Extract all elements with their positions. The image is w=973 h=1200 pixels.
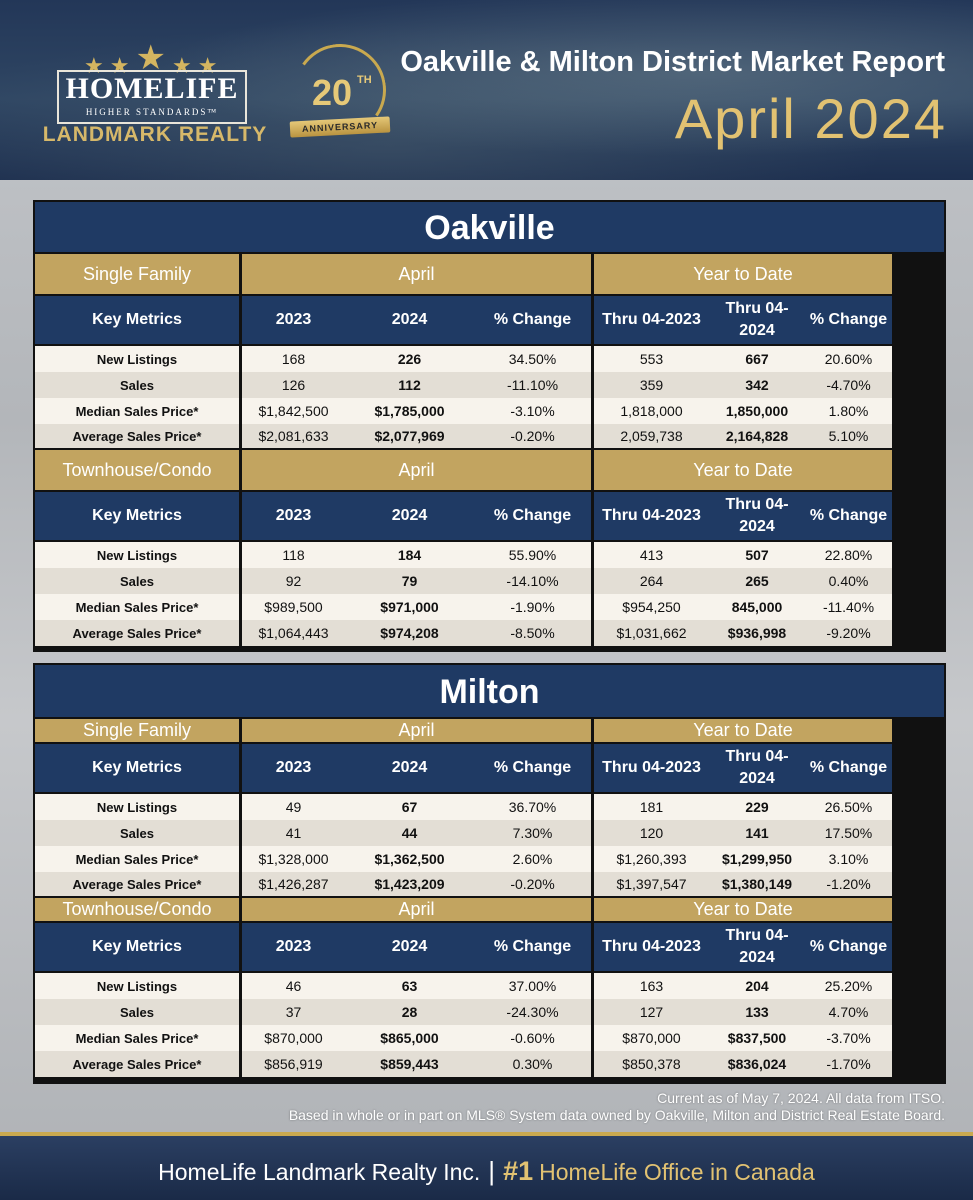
value-ytd-2023: 264 xyxy=(594,568,709,594)
footer-company: HomeLife Landmark Realty Inc. xyxy=(158,1159,481,1185)
anniversary-badge xyxy=(288,44,392,148)
metric-label: Average Sales Price* xyxy=(35,1051,242,1077)
value-pct-change: -14.10% xyxy=(474,568,594,594)
value-ytd-pct-change: -9.20% xyxy=(805,620,892,646)
value-2023: 118 xyxy=(242,542,345,568)
period-ytd: Year to Date xyxy=(594,898,892,923)
header-ytd-pct-change: % Change xyxy=(805,744,892,794)
value-ytd-pct-change: -11.40% xyxy=(805,594,892,620)
value-2023: $870,000 xyxy=(242,1025,345,1051)
logo-wordmark: HOMELIFE xyxy=(65,72,239,105)
value-ytd-pct-change: 17.50% xyxy=(805,820,892,846)
metric-label: New Listings xyxy=(35,346,242,372)
value-ytd-2023: 127 xyxy=(594,999,709,1025)
value-pct-change: -3.10% xyxy=(474,398,594,424)
value-ytd-2024: 342 xyxy=(709,372,805,398)
header-pct-change: % Change xyxy=(474,296,594,346)
header-pct-change: % Change xyxy=(474,923,594,973)
value-2024: $1,423,209 xyxy=(345,872,474,898)
value-ytd-2023: $1,031,662 xyxy=(594,620,709,646)
value-pct-change: -8.50% xyxy=(474,620,594,646)
value-2023: 49 xyxy=(242,794,345,820)
value-ytd-2024: $837,500 xyxy=(709,1025,805,1051)
value-pct-change: 37.00% xyxy=(474,973,594,999)
value-pct-change: -1.90% xyxy=(474,594,594,620)
value-ytd-2024: 2,164,828 xyxy=(709,424,805,450)
star-icon: ★ xyxy=(171,54,198,79)
footer-separator: | xyxy=(488,1156,496,1186)
header-ytd-pct-change: % Change xyxy=(805,296,892,346)
value-2024: 79 xyxy=(345,568,474,594)
logo-subtitle: LANDMARK REALTY xyxy=(42,123,268,146)
value-ytd-2024: $936,998 xyxy=(709,620,805,646)
value-ytd-pct-change: -4.70% xyxy=(805,372,892,398)
value-ytd-2023: $1,397,547 xyxy=(594,872,709,898)
period-ytd: Year to Date xyxy=(594,450,892,492)
value-ytd-pct-change: 1.80% xyxy=(805,398,892,424)
value-pct-change: -0.20% xyxy=(474,424,594,450)
header-pct-change: % Change xyxy=(474,492,594,542)
value-2024: $974,208 xyxy=(345,620,474,646)
value-ytd-2023: 181 xyxy=(594,794,709,820)
header-thru-2024: Thru 04-2024 xyxy=(709,296,805,346)
metric-label: Sales xyxy=(35,820,242,846)
value-pct-change: -11.10% xyxy=(474,372,594,398)
value-ytd-pct-change: 25.20% xyxy=(805,973,892,999)
value-2023: $1,064,443 xyxy=(242,620,345,646)
value-ytd-2024: 1,850,000 xyxy=(709,398,805,424)
header-thru-2024: Thru 04-2024 xyxy=(709,744,805,794)
metric-label: Sales xyxy=(35,372,242,398)
value-2023: 126 xyxy=(242,372,345,398)
period-ytd: Year to Date xyxy=(594,719,892,744)
value-ytd-2023: $850,378 xyxy=(594,1051,709,1077)
value-2024: $1,362,500 xyxy=(345,846,474,872)
metric-label: Sales xyxy=(35,999,242,1025)
value-2024: $971,000 xyxy=(345,594,474,620)
header-2024: 2024 xyxy=(345,923,474,973)
header-2024: 2024 xyxy=(345,296,474,346)
value-pct-change: -0.60% xyxy=(474,1025,594,1051)
value-pct-change: 55.90% xyxy=(474,542,594,568)
value-2023: $2,081,633 xyxy=(242,424,345,450)
header-ytd-pct-change: % Change xyxy=(805,923,892,973)
value-ytd-2024: 133 xyxy=(709,999,805,1025)
period-ytd: Year to Date xyxy=(594,254,892,296)
value-ytd-2023: 1,818,000 xyxy=(594,398,709,424)
value-ytd-pct-change: -1.20% xyxy=(805,872,892,898)
anniversary-number: 20 xyxy=(312,72,353,113)
header-key-metrics: Key Metrics xyxy=(35,744,242,794)
category-label: Single Family xyxy=(35,719,242,744)
value-ytd-2023: 359 xyxy=(594,372,709,398)
note-line-2: Based in whole or in part on MLS® System data owned by Oakville, Milton and District Real Estate Board. xyxy=(288,1107,945,1123)
value-2023: 37 xyxy=(242,999,345,1025)
value-2024: 112 xyxy=(345,372,474,398)
value-pct-change: 34.50% xyxy=(474,346,594,372)
value-ytd-2024: $1,380,149 xyxy=(709,872,805,898)
value-2023: $1,426,287 xyxy=(242,872,345,898)
value-ytd-2023: $954,250 xyxy=(594,594,709,620)
value-ytd-2023: $870,000 xyxy=(594,1025,709,1051)
value-ytd-2024: 204 xyxy=(709,973,805,999)
value-ytd-pct-change: 22.80% xyxy=(805,542,892,568)
value-2023: 41 xyxy=(242,820,345,846)
header-thru-2024: Thru 04-2024 xyxy=(709,923,805,973)
header-key-metrics: Key Metrics xyxy=(35,492,242,542)
value-2023: $989,500 xyxy=(242,594,345,620)
value-2024: 226 xyxy=(345,346,474,372)
value-ytd-2024: 507 xyxy=(709,542,805,568)
metric-label: New Listings xyxy=(35,794,242,820)
value-ytd-pct-change: 20.60% xyxy=(805,346,892,372)
period-april: April xyxy=(242,450,594,492)
value-ytd-2023: 120 xyxy=(594,820,709,846)
star-icon: ★ xyxy=(197,54,224,79)
footer-slogan: HomeLife Office in Canada xyxy=(539,1159,815,1185)
section-title: Oakville xyxy=(35,202,944,254)
value-ytd-2023: $1,260,393 xyxy=(594,846,709,872)
period-april: April xyxy=(242,898,594,923)
value-2024: 67 xyxy=(345,794,474,820)
value-pct-change: 0.30% xyxy=(474,1051,594,1077)
value-ytd-pct-change: 0.40% xyxy=(805,568,892,594)
note-line-1: Current as of May 7, 2024. All data from ITSO. xyxy=(657,1090,945,1106)
category-label: Townhouse/Condo xyxy=(35,450,242,492)
value-2023: $1,842,500 xyxy=(242,398,345,424)
oakville-section xyxy=(33,200,946,652)
data-source-note xyxy=(289,1090,945,1124)
metric-label: Sales xyxy=(35,568,242,594)
header-key-metrics: Key Metrics xyxy=(35,923,242,973)
value-2024: 44 xyxy=(345,820,474,846)
value-ytd-2024: 667 xyxy=(709,346,805,372)
milton-single-family-table xyxy=(35,719,944,1077)
header-thru-2023: Thru 04-2023 xyxy=(594,492,709,542)
value-2024: 63 xyxy=(345,973,474,999)
oakville-single-family-table xyxy=(35,254,944,646)
header-2024: 2024 xyxy=(345,744,474,794)
header-thru-2023: Thru 04-2023 xyxy=(594,923,709,973)
metric-label: Median Sales Price* xyxy=(35,594,242,620)
report-header xyxy=(0,0,973,180)
header-2024: 2024 xyxy=(345,492,474,542)
value-ytd-2024: 141 xyxy=(709,820,805,846)
header-2023: 2023 xyxy=(242,744,345,794)
category-label: Townhouse/Condo xyxy=(35,898,242,923)
value-ytd-pct-change: 26.50% xyxy=(805,794,892,820)
header-pct-change: % Change xyxy=(474,744,594,794)
value-ytd-2024: 229 xyxy=(709,794,805,820)
value-2023: $856,919 xyxy=(242,1051,345,1077)
value-ytd-pct-change: -1.70% xyxy=(805,1051,892,1077)
header-key-metrics: Key Metrics xyxy=(35,296,242,346)
value-ytd-2024: 265 xyxy=(709,568,805,594)
footer-rank: #1 xyxy=(503,1156,534,1186)
period-april: April xyxy=(242,254,594,296)
value-2024: $865,000 xyxy=(345,1025,474,1051)
value-2024: $2,077,969 xyxy=(345,424,474,450)
footer-banner xyxy=(0,1132,973,1200)
value-2023: $1,328,000 xyxy=(242,846,345,872)
value-ytd-2024: $836,024 xyxy=(709,1051,805,1077)
value-2024: $1,785,000 xyxy=(345,398,474,424)
value-ytd-2023: 163 xyxy=(594,973,709,999)
metric-label: Median Sales Price* xyxy=(35,846,242,872)
metric-label: Average Sales Price* xyxy=(35,424,242,450)
category-label: Single Family xyxy=(35,254,242,296)
header-thru-2023: Thru 04-2023 xyxy=(594,744,709,794)
value-ytd-pct-change: -3.70% xyxy=(805,1025,892,1051)
metric-label: Average Sales Price* xyxy=(35,620,242,646)
milton-section xyxy=(33,663,946,1084)
header-ytd-pct-change: % Change xyxy=(805,492,892,542)
header-2023: 2023 xyxy=(242,296,345,346)
metric-label: Average Sales Price* xyxy=(35,872,242,898)
value-2023: 92 xyxy=(242,568,345,594)
value-pct-change: 7.30% xyxy=(474,820,594,846)
section-title: Milton xyxy=(35,665,944,719)
period-april: April xyxy=(242,719,594,744)
value-pct-change: -0.20% xyxy=(474,872,594,898)
value-pct-change: 2.60% xyxy=(474,846,594,872)
value-ytd-pct-change: 5.10% xyxy=(805,424,892,450)
header-2023: 2023 xyxy=(242,492,345,542)
value-ytd-2023: 553 xyxy=(594,346,709,372)
value-ytd-2023: 413 xyxy=(594,542,709,568)
value-ytd-pct-change: 3.10% xyxy=(805,846,892,872)
metric-label: New Listings xyxy=(35,542,242,568)
value-ytd-2024: 845,000 xyxy=(709,594,805,620)
value-2024: 184 xyxy=(345,542,474,568)
metric-label: Median Sales Price* xyxy=(35,398,242,424)
header-thru-2023: Thru 04-2023 xyxy=(594,296,709,346)
homelife-logo xyxy=(57,70,247,124)
value-ytd-2024: $1,299,950 xyxy=(709,846,805,872)
logo-tagline: HIGHER STANDARDS™ xyxy=(85,107,219,117)
footer-text xyxy=(0,1156,973,1187)
header-thru-2024: Thru 04-2024 xyxy=(709,492,805,542)
star-icon: ★ xyxy=(109,54,136,79)
star-icon: ★ xyxy=(135,38,172,78)
value-2024: $859,443 xyxy=(345,1051,474,1077)
value-ytd-pct-change: 4.70% xyxy=(805,999,892,1025)
anniversary-ribbon: ANNIVERSARY xyxy=(290,116,391,137)
value-2023: 46 xyxy=(242,973,345,999)
value-2024: 28 xyxy=(345,999,474,1025)
star-icon: ★ xyxy=(84,54,110,79)
report-title: Oakville & Milton District Market Report xyxy=(400,46,945,78)
value-pct-change: -24.30% xyxy=(474,999,594,1025)
metric-label: Median Sales Price* xyxy=(35,1025,242,1051)
anniversary-suffix: TH xyxy=(357,74,372,86)
report-date: April 2024 xyxy=(674,87,947,150)
header-2023: 2023 xyxy=(242,923,345,973)
metric-label: New Listings xyxy=(35,973,242,999)
value-pct-change: 36.70% xyxy=(474,794,594,820)
value-ytd-2023: 2,059,738 xyxy=(594,424,709,450)
value-2023: 168 xyxy=(242,346,345,372)
